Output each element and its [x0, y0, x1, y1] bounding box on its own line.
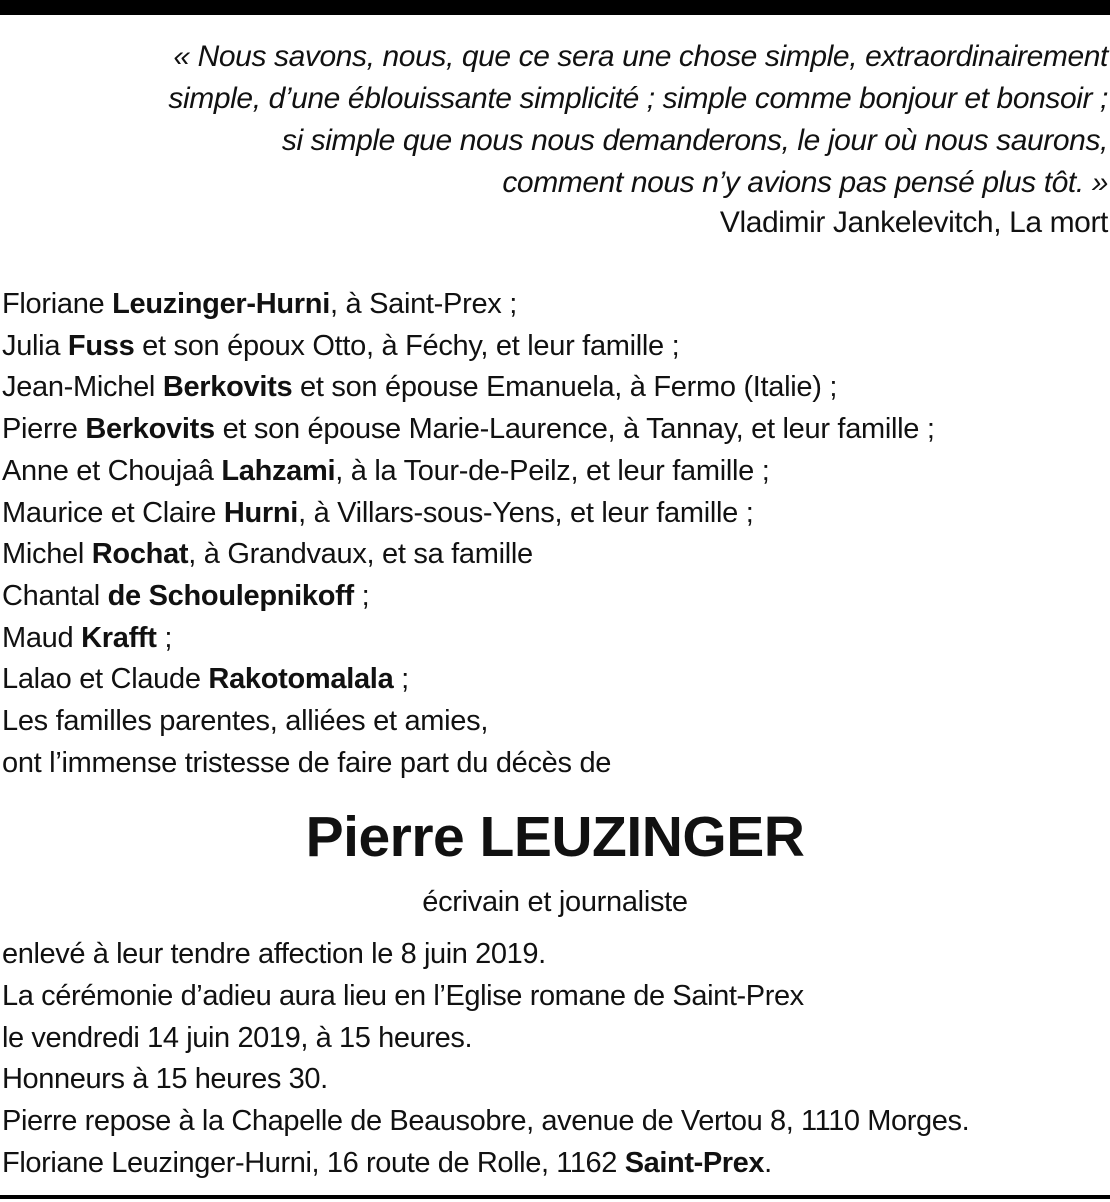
mourner-line: Maud Krafft ;	[2, 621, 173, 654]
address-city: Saint-Prex	[624, 1146, 765, 1179]
quote-line: simple, d’une éblouissante simplicité ; simple comme bonjour et bonsoir ;	[168, 82, 1108, 115]
family-name: Fuss	[67, 329, 135, 362]
quote-line: comment nous n’y avions pas pensé plus tôt. »	[502, 166, 1108, 199]
family-name: Leuzinger-Hurni	[112, 288, 330, 320]
quote-attribution: Vladimir Jankelevitch, La mort	[719, 206, 1108, 239]
mourner-line: Anne et Choujaâ Lahzami, à la Tour-de-Peilz, et leur famille ;	[2, 454, 770, 487]
mourners-list	[2, 284, 1108, 784]
epigraph-quote	[2, 36, 1108, 204]
family-name: Krafft	[81, 621, 157, 654]
family-name: Hurni	[223, 496, 299, 529]
family-name: Berkovits	[162, 371, 293, 404]
detail-line: Honneurs à 15 heures 30.	[2, 1063, 328, 1096]
quote-line: « Nous savons, nous, que ce sera une chose simple, extraordinairement	[173, 40, 1108, 73]
mourner-line: Lalao et Claude Rakotomalala ;	[2, 663, 409, 696]
mourner-line: Floriane Leuzinger-Hurni, à Saint-Prex ;	[2, 288, 517, 320]
deceased-name: Pierre LEUZINGER	[305, 805, 805, 869]
closing-line: Les familles parentes, alliées et amies,	[2, 705, 489, 738]
deceased-profession: écrivain et journaliste	[422, 886, 688, 918]
family-name: Rakotomalala	[208, 663, 394, 696]
mourner-line: Chantal de Schoulepnikoff ;	[2, 579, 370, 612]
family-name: Rochat	[91, 538, 189, 571]
mourner-line: Pierre Berkovits et son épouse Marie-Laurence, à Tannay, et leur famille ;	[2, 413, 935, 446]
quote-line: si simple que nous nous demanderons, le jour où nous saurons,	[281, 124, 1108, 157]
closing-line: ont l’immense tristesse de faire part du décès de	[2, 746, 612, 779]
family-name: de Schoulepnikoff	[107, 579, 354, 612]
detail-line: Pierre repose à la Chapelle de Beausobre, avenue de Vertou 8, 1110 Morges.	[2, 1105, 970, 1138]
mourner-line: Jean-Michel Berkovits et son épouse Emanuela, à Fermo (Italie) ;	[2, 371, 838, 404]
detail-line: La cérémonie d’adieu aura lieu en l’Eglise romane de Saint-Prex	[2, 979, 804, 1012]
mourner-line: Maurice et Claire Hurni, à Villars-sous-Yens, et leur famille ;	[2, 496, 754, 529]
family-name: Berkovits	[85, 413, 215, 446]
family-name: Lahzami	[221, 454, 336, 487]
mourner-line: Michel Rochat, à Grandvaux, et sa famille	[2, 538, 533, 571]
detail-line: le vendredi 14 juin 2019, à 15 heures.	[2, 1021, 473, 1054]
detail-line: enlevé à leur tendre affection le 8 juin 2019.	[2, 938, 546, 970]
mourner-line: Julia Fuss et son époux Otto, à Féchy, et leur famille ;	[2, 329, 680, 362]
bottom-rule	[0, 1195, 1110, 1199]
family-address: Floriane Leuzinger-Hurni, 16 route de Rolle, 1162 Saint-Prex.	[2, 1146, 772, 1179]
top-rule	[0, 0, 1110, 15]
ceremony-details	[2, 934, 1108, 1185]
